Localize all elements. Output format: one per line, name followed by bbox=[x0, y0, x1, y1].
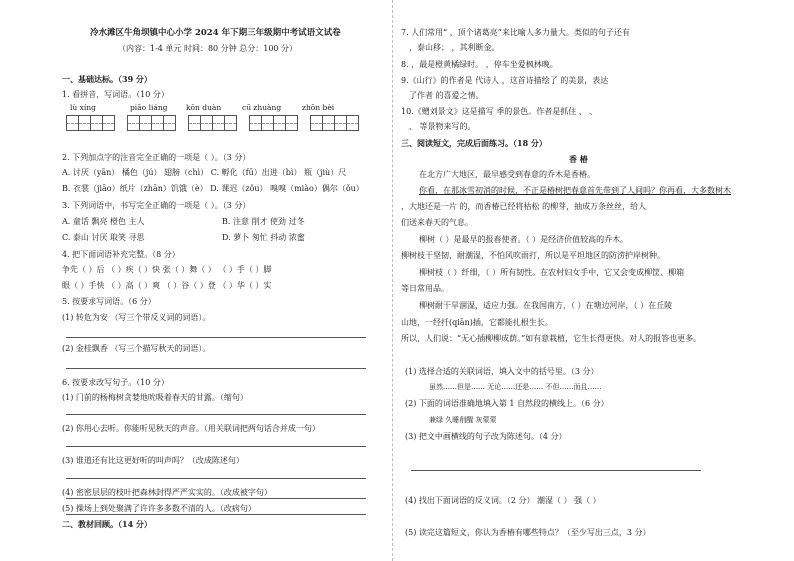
passage-p5: 柳树（ ）是最早的报春使者。（ ）是经济价值较高的乔木。 bbox=[419, 235, 629, 244]
q6-answer-line-3[interactable] bbox=[66, 478, 366, 479]
exam-meta: （内容：1-4 单元 时间：80 分钟 总分：100 分） bbox=[118, 44, 298, 53]
section-3-heading: 三、阅读短文，完成后面练习。（18 分） bbox=[401, 138, 547, 148]
q5-part-2: (2) 金桂飘香 （写三个描写秋天的词语）。 bbox=[62, 344, 211, 353]
q6-part-1: (1) 门前的杨梅树贪婪地吮吸着春天的甘露。（缩句） bbox=[62, 393, 248, 402]
q7-line-2: ，泰山移； ，其利断金。 bbox=[409, 43, 500, 52]
passage-p9: 柳树耐干旱涸湿，适应力强。在我国南方，（ ）在塘边河岸，（ ）在丘陵 bbox=[419, 301, 673, 310]
reading-q1-options: 虽然……但是…… 无论……还是…… 不但……而且…… bbox=[429, 383, 602, 391]
passage-p6: 柳树枝干坚韧，耐潮湿，不怕风吹雨打，所以是平坦地区的防涝护岸树种。 bbox=[401, 251, 665, 260]
q6-part-3: (3) 谁道还有比这更好听的叫声吗？（改成陈述句） bbox=[62, 456, 244, 465]
q6-part-5: (5) 操场上到处聚满了许许多多数不清的人。（改病句） bbox=[62, 504, 256, 513]
pinyin-1: lù xíng bbox=[70, 103, 96, 112]
reading-q5: (5) 读完这篇短文，你认为香椿有哪些特点？（至少写出三点，3 分） bbox=[405, 528, 651, 537]
q7-line-1: 7. 人们常用“ ，顶个诸葛亮”来比喻人多力量大。类似的句子还有 bbox=[401, 28, 630, 37]
q5-answer-line-2[interactable] bbox=[66, 368, 366, 369]
q9-line-1: 9.《山行》的作者是 代诗人 ，这首诗描绘了 的美景，表达 bbox=[401, 76, 609, 85]
passage-title: 香 椿 bbox=[569, 154, 588, 164]
passage-p10: 山地，一经扦(qiān)插，它都能扎根生长。 bbox=[401, 318, 553, 327]
q3-option-d: D. 萝卜 匆忙 抖动 浓蜜 bbox=[222, 233, 305, 242]
q6-part-4: (4) 密密层层的枝叶把森林封得严严实实的。（改成被字句） bbox=[62, 488, 272, 497]
q5-answer-line-1[interactable] bbox=[66, 337, 366, 338]
q6-answer-line-2[interactable] bbox=[66, 446, 366, 447]
q1-writing-grid bbox=[66, 115, 359, 131]
q2-prompt: 2. 下列加点字的注音完全正确的一项是（ ）。（3 分） bbox=[62, 153, 251, 162]
q6-answer-line-5[interactable] bbox=[66, 514, 366, 515]
q6-answer-line-4[interactable] bbox=[66, 498, 366, 499]
passage-p3: ，大地还是一片 的，而香椿已经将枯松 的柳芽，抽成万条丝丝，给人 bbox=[401, 202, 647, 211]
q5-part-1: (1) 转危为安 （写三个带反义词的词语）。 bbox=[62, 313, 211, 322]
reading-q2: (2) 下面的词语准确地填入第 1 自然段的横线上。（6 分） bbox=[405, 399, 609, 408]
q3-prompt: 3. 下列词语中，书写完全正确的一项是（ ）。（3 分） bbox=[62, 201, 251, 210]
q5-prompt: 5. 按要求写词语。（6 分） bbox=[62, 297, 156, 306]
q3-option-b: B. 注意 削才 使劲 过冬 bbox=[222, 217, 305, 226]
q4-row-2: 眼（ ）手快 （ ）高（ ）爽 （ ）谷（ ）登 （ ）华（ ）实 bbox=[62, 281, 272, 290]
reading-q3: (3) 把文中画横线的句子改为陈述句。（4 分） bbox=[405, 432, 567, 441]
passage-p11: 所以，人们说：“无心插柳柳成荫。”如有意栽植，它生长得更快。对人的报答也更多。 bbox=[401, 334, 702, 343]
section-2-heading: 二、教材回顾。（14 分） bbox=[62, 519, 152, 529]
exam-title: 冷水滩区牛角坝镇中心小学 2024 年下期三年级期中考试语文试卷 bbox=[90, 28, 341, 38]
grid-group-4[interactable] bbox=[249, 115, 298, 131]
q4-prompt: 4. 把下面词语补充完整。（8 分） bbox=[62, 250, 180, 259]
passage-p7: 柳树枝（ ）纤细，（ ）所有韧性。在农村妇女手中，它又会变成柳筐、柳箱 bbox=[419, 268, 685, 277]
pinyin-3: kōn duàn bbox=[186, 103, 222, 112]
reading-q4: (4) 找出下面词语的反义词。（2 分） 潮湿（ ） 强（ ） bbox=[405, 496, 601, 505]
pinyin-2: piāo liáng bbox=[130, 103, 168, 112]
q9-line-2: 了作者 的喜爱之情。 bbox=[409, 91, 484, 100]
q3-option-a: A. 童话 飘亮 橙色 主人 bbox=[62, 217, 145, 226]
q4-row-1: 争先（ ）后 （ ）疾（ ）快 张（ ）舞（ ） （ ）手（ ）脚 bbox=[62, 265, 272, 274]
grid-group-1[interactable] bbox=[66, 115, 115, 131]
q1-prompt: 1. 看拼音，写词语。（10 分） bbox=[62, 90, 169, 99]
q2-option-bd: B. 衣裳（jiāo）纸片（zhān）饥饿（è） D. 课迟（zǒu） 嗅嗅（miào）偶尔（ǒu） bbox=[62, 184, 364, 193]
reading-q2-options: 兼绿 久睡削醒 灰蒙蒙 bbox=[429, 416, 497, 424]
pinyin-5: zhōn bèi bbox=[302, 103, 335, 112]
passage-p8: 等日常用品。 bbox=[401, 284, 449, 293]
right-page bbox=[397, 0, 794, 561]
q3-option-c: C. 泰山 讨厌 取笑 寻思 bbox=[62, 233, 145, 242]
q6-answer-line-1[interactable] bbox=[66, 414, 366, 415]
section-1-heading: 一、基础达标。（39 分） bbox=[62, 74, 152, 84]
reading-q3-answer-line[interactable] bbox=[411, 470, 701, 471]
q8-line: 8. ，最是橙黄橘绿时。 ，停车坐爱枫林晚。 bbox=[401, 60, 558, 69]
q1-pinyin-row bbox=[70, 103, 358, 112]
passage-p2-underlined: 你看，在那冰雪初消的时候，不正是椿树把春意首先带到了人间吗？你再看，大多数树木 bbox=[419, 186, 731, 195]
grid-group-2[interactable] bbox=[127, 115, 176, 131]
passage-p1: 在北方广大地区，最早感受到春意的乔木是香椿。 bbox=[419, 170, 595, 179]
q10-line-1: 10.《赠刘景文》这是描写 季的景色。作者是抓住 、 、 bbox=[401, 107, 598, 116]
grid-group-3[interactable] bbox=[188, 115, 237, 131]
reading-q1: (1) 选择合适的关联词语，填入文中的括号里。（3 分） bbox=[405, 367, 599, 376]
q10-line-2: 、 等景物来写的。 bbox=[409, 122, 476, 131]
pinyin-4: cū zhuàng bbox=[242, 103, 282, 112]
q6-part-2: (2) 你用心去听。你能听见秋天的声音。（用关联词把两句话合并成一句） bbox=[62, 424, 320, 433]
q2-option-ac: A. 讨厌（yān） 橘色（jú） 翅膀（chì） C. 孵化（fū）出进（bì） 瓶（jiù）尺 bbox=[62, 168, 347, 177]
grid-group-5[interactable] bbox=[310, 115, 359, 131]
passage-p4: 们送来春天的气息。 bbox=[401, 218, 473, 227]
q6-prompt: 6. 按要求改写句子。（10 分） bbox=[62, 378, 169, 387]
